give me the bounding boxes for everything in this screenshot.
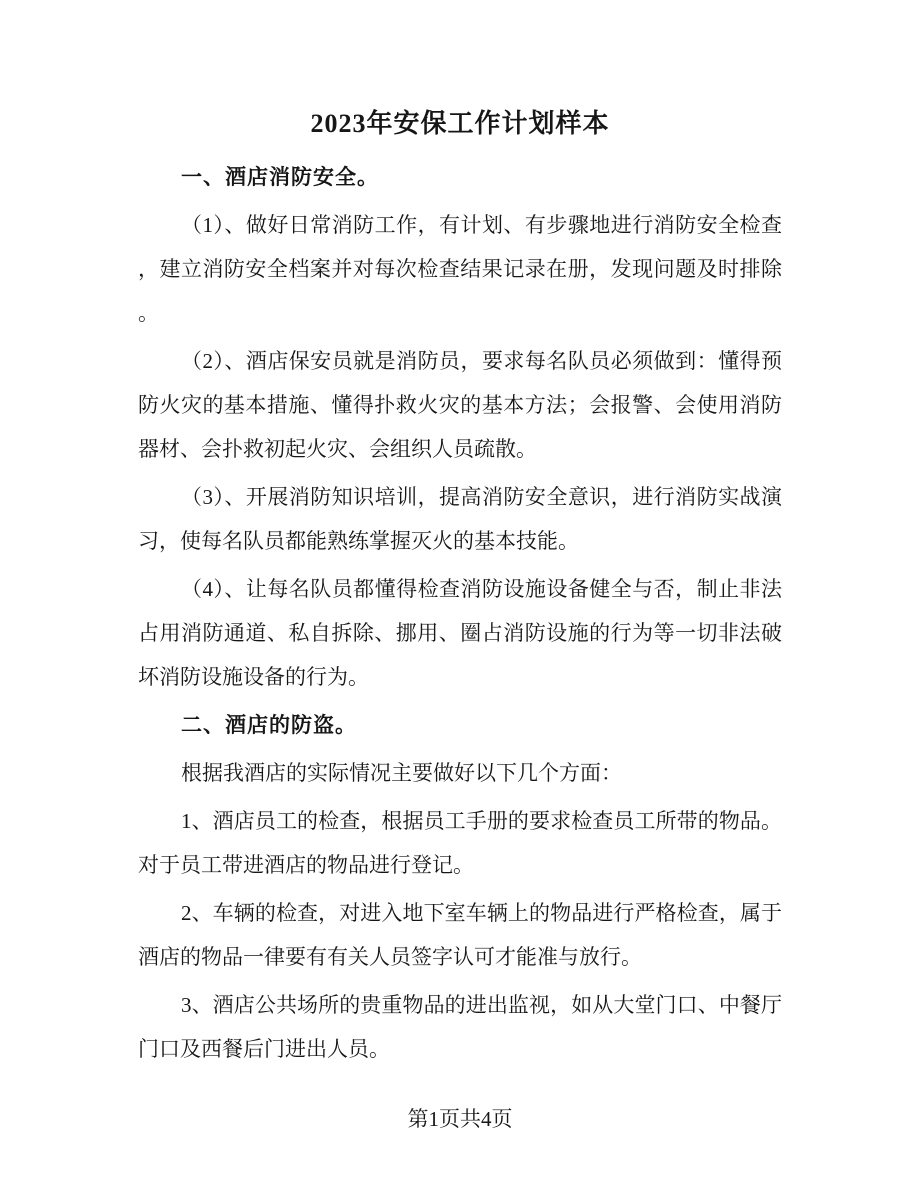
text-line: 防火灾的基本措施、懂得扑救火灾的基本方法；会报警、会使用消防	[138, 393, 782, 417]
paragraph-1-4	[138, 567, 782, 699]
text-line: 占用消防通道、私自拆除、挪用、圈占消防设施的行为等一切非法破	[138, 621, 782, 645]
paragraph-2-2	[138, 891, 782, 979]
text-line: 酒店的物品一律要有有关人员签字认可才能准与放行。	[138, 945, 642, 969]
text-line: 对于员工带进酒店的物品进行登记。	[138, 853, 474, 877]
paragraph-2-3	[138, 983, 782, 1071]
text-line: 门口及西餐后门进出人员。	[138, 1037, 390, 1061]
page-number-label: 第1页共4页	[407, 1107, 513, 1131]
text-line: （1）、做好日常消防工作，有计划、有步骤地进行消防安全检查	[181, 213, 782, 237]
text-line: 根据我酒店的实际情况主要做好以下几个方面：	[181, 761, 622, 785]
text-line: 。	[138, 301, 159, 325]
text-line: 1、酒店员工的检查，根据员工手册的要求检查员工所带的物品。	[181, 809, 782, 833]
section-1-heading	[138, 155, 782, 199]
paragraph-1-3	[138, 475, 782, 563]
text-line: （4）、让每名队员都懂得检查消防设施设备健全与否，制止非法	[181, 577, 782, 601]
text-line: （3）、开展消防知识培训，提高消防安全意识，进行消防实战演	[181, 485, 782, 509]
document-title: 2023年安保工作计划样本	[310, 109, 610, 138]
paragraph-2-intro	[138, 751, 782, 795]
text-line: ，建立消防安全档案并对每次检查结果记录在册，发现问题及时排除	[138, 257, 782, 281]
text-line: 3、酒店公共场所的贵重物品的进出监视，如从大堂门口、中餐厅	[181, 993, 782, 1017]
heading-line: 二、酒店的防盗。	[181, 713, 357, 737]
section-2-heading	[138, 703, 782, 747]
text-line: 器材、会扑救初起火灾、会组织人员疏散。	[138, 437, 537, 461]
heading-line: 一、酒店消防安全。	[181, 165, 379, 189]
text-line: 2、车辆的检查，对进入地下室车辆上的物品进行严格检查，属于	[181, 901, 782, 925]
text-line: 习，使每名队员都能熟练掌握灭火的基本技能。	[138, 529, 579, 553]
document-body	[138, 98, 782, 1075]
paragraph-1-2	[138, 339, 782, 471]
page-footer	[0, 1106, 920, 1132]
text-line: （2）、酒店保安员就是消防员，要求每名队员必须做到：懂得预	[181, 349, 782, 373]
paragraph-1-1	[138, 203, 782, 335]
text-line: 坏消防设施设备的行为。	[138, 665, 369, 689]
paragraph-2-1	[138, 799, 782, 887]
